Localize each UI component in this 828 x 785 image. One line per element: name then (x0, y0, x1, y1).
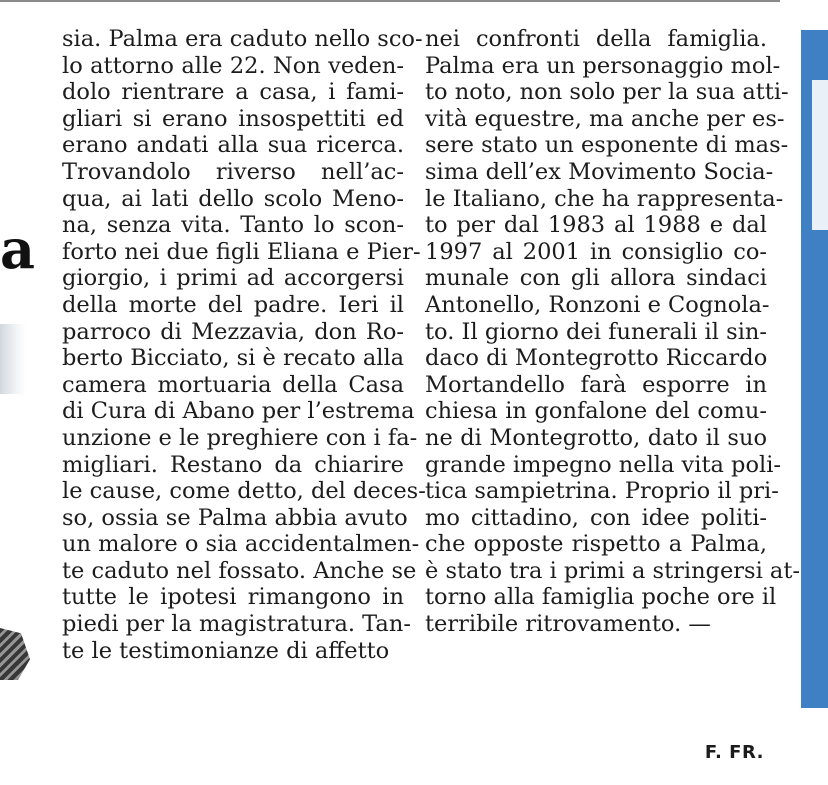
text-line: forto nei due figli Eliana e Pier- (62, 238, 421, 265)
text-line: torno alla famiglia poche ore il (425, 584, 777, 611)
text-line: erano andati alla sua ricerca. (62, 132, 404, 159)
text-line: gliari si erano insospettiti ed (62, 105, 404, 132)
text-line: te caduto nel fossato. Anche se (62, 557, 417, 584)
text-line: tica sampietrina. Proprio il pri- (425, 478, 779, 505)
text-line: to per dal 1983 al 1988 e dal (425, 212, 767, 239)
photo-fragment-top (0, 324, 26, 394)
text-line: piedi per la magistratura. Tan- (62, 611, 411, 638)
text-line: grande impegno nella vita poli- (425, 451, 782, 478)
text-line: Mortandello farà esporre in (425, 371, 767, 398)
text-line: berto Bicciato, si è recato alla (62, 345, 405, 372)
text-line: un malore o sia accidentalmen- (62, 531, 420, 558)
text-line: nei confronti della famiglia. (425, 26, 767, 52)
text-line: to. Il giorno dei funerali il sin- (425, 318, 767, 345)
side-advert-inner (812, 80, 828, 230)
text-line: giorgio, i primi ad accorgersi (62, 265, 404, 292)
text-line: sere stato un esponente di mas- (425, 132, 789, 159)
text-line: è stato tra i primi a stringersi at- (425, 557, 800, 584)
text-line: camera mortuaria della Casa (62, 371, 404, 398)
text-line: le Italiano, che ha rappresenta- (425, 185, 784, 212)
text-line: lo attorno alle 22. Non veden- (62, 52, 404, 79)
text-line: to noto, non solo per la sua atti- (425, 79, 789, 106)
article-column-right (425, 26, 800, 638)
photo-fragment-bottom (0, 628, 30, 680)
text-line: tutte le ipotesi rimangono in (62, 584, 404, 611)
text-line: Antonello, Ronzoni e Cognola- (425, 291, 770, 318)
text-line: le cause, come detto, del deces- (62, 478, 426, 505)
text-line: ne di Montegrotto, dato il suo (425, 424, 767, 451)
author-byline: F. FR. (704, 742, 764, 763)
text-line: sia. Palma era caduto nello sco- (62, 26, 423, 52)
text-line: na, senza vita. Tanto lo scon- (62, 212, 404, 239)
text-line: terribile ritrovamento. — (425, 611, 711, 638)
text-line: Trovandolo riverso nell’ac- (62, 158, 404, 185)
text-line: parroco di Mezzavia, don Ro- (62, 318, 404, 345)
text-line: Palma era un personaggio mol- (425, 52, 781, 79)
top-rule (0, 0, 780, 2)
text-line: chiesa in gonfalone del comu- (425, 398, 767, 425)
text-line: qua, ai lati dello scolo Meno- (62, 185, 404, 212)
text-line: sima dell’ex Movimento Socia- (425, 158, 774, 185)
text-line: di Cura di Abano per l’estrema (62, 398, 415, 425)
text-line: daco di Montegrotto Riccardo (425, 345, 768, 372)
text-line: dolo rientrare a casa, i fami- (62, 79, 404, 106)
text-line: unzione e le preghiere con i fa- (62, 424, 418, 451)
text-line: mo cittadino, con idee politi- (425, 504, 767, 531)
text-line: della morte del padre. Ieri il (62, 291, 404, 318)
text-line: migliari. Restano da chiarire (62, 451, 404, 478)
text-line: vità equestre, ma anche per es- (425, 105, 785, 132)
text-line: so, ossia se Palma abbia avuto (62, 504, 408, 531)
text-line: te le testimonianze di affetto (62, 637, 390, 664)
article-column-left (62, 26, 426, 664)
text-line: munale con gli allora sindaci (425, 265, 767, 292)
headline-fragment: a (0, 217, 35, 281)
text-line: 1997 al 2001 in consiglio co- (425, 238, 767, 265)
text-line: che opposte rispetto a Palma, (425, 531, 767, 558)
